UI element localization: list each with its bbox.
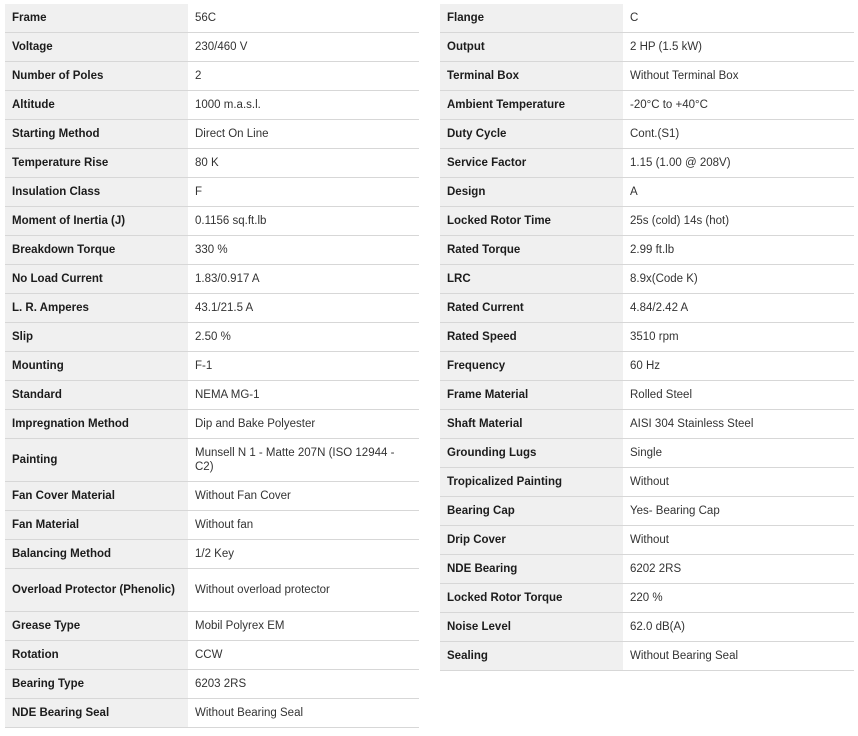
spec-row [440, 149, 854, 178]
spec-row [5, 482, 419, 511]
spec-value: 6202 2RS [623, 555, 854, 584]
spec-row [440, 33, 854, 62]
spec-value: Without Fan Cover [188, 482, 419, 511]
spec-label: Mounting [5, 352, 188, 381]
spec-label: Duty Cycle [440, 120, 623, 149]
spec-label: Fan Material [5, 511, 188, 540]
spec-label: Rated Speed [440, 323, 623, 352]
spec-value: 4.84/2.42 A [623, 294, 854, 323]
spec-row [5, 381, 419, 410]
spec-label: Frequency [440, 352, 623, 381]
spec-value: CCW [188, 641, 419, 670]
spec-row [5, 4, 419, 33]
spec-label: Insulation Class [5, 178, 188, 207]
spec-label: Terminal Box [440, 62, 623, 91]
spec-label: Tropicalized Painting [440, 468, 623, 497]
spec-row [5, 207, 419, 236]
spec-value: AISI 304 Stainless Steel [623, 410, 854, 439]
spec-label: Grease Type [5, 612, 188, 641]
spec-row [440, 439, 854, 468]
spec-row [440, 91, 854, 120]
spec-label: Temperature Rise [5, 149, 188, 178]
spec-row [440, 294, 854, 323]
spec-label: Flange [440, 4, 623, 33]
spec-row [440, 352, 854, 381]
spec-value: Yes- Bearing Cap [623, 497, 854, 526]
spec-value: 60 Hz [623, 352, 854, 381]
spec-label: Service Factor [440, 149, 623, 178]
spec-row [5, 294, 419, 323]
specifications-table-right-body [440, 4, 854, 671]
spec-value: Without Bearing Seal [623, 642, 854, 671]
spec-row [440, 265, 854, 294]
spec-value: 0.1156 sq.ft.lb [188, 207, 419, 236]
spec-row [5, 699, 419, 728]
spec-row [5, 612, 419, 641]
spec-value: 1/2 Key [188, 540, 419, 569]
spec-row [5, 410, 419, 439]
spec-value: 25s (cold) 14s (hot) [623, 207, 854, 236]
spec-value: C [623, 4, 854, 33]
spec-label: Bearing Type [5, 670, 188, 699]
spec-value: Rolled Steel [623, 381, 854, 410]
spec-row [440, 642, 854, 671]
spec-value: A [623, 178, 854, 207]
spec-row [5, 569, 419, 612]
spec-row [5, 33, 419, 62]
spec-value: Without Bearing Seal [188, 699, 419, 728]
spec-value: Cont.(S1) [623, 120, 854, 149]
spec-label: NDE Bearing [440, 555, 623, 584]
spec-row [440, 323, 854, 352]
spec-value: 1000 m.a.s.l. [188, 91, 419, 120]
spec-row [5, 511, 419, 540]
spec-value: 56C [188, 4, 419, 33]
spec-label: Output [440, 33, 623, 62]
spec-row [440, 4, 854, 33]
spec-value: F-1 [188, 352, 419, 381]
spec-label: Sealing [440, 642, 623, 671]
spec-label: Shaft Material [440, 410, 623, 439]
spec-row [440, 410, 854, 439]
spec-label: Drip Cover [440, 526, 623, 555]
spec-row [440, 526, 854, 555]
spec-label: Locked Rotor Time [440, 207, 623, 236]
spec-label: Number of Poles [5, 62, 188, 91]
spec-label: Painting [5, 439, 188, 482]
spec-row [5, 540, 419, 569]
spec-value: 2 HP (1.5 kW) [623, 33, 854, 62]
spec-row [440, 555, 854, 584]
spec-label: Slip [5, 323, 188, 352]
spec-row [440, 207, 854, 236]
spec-row [440, 497, 854, 526]
spec-value: F [188, 178, 419, 207]
spec-value: 62.0 dB(A) [623, 613, 854, 642]
spec-value: -20°C to +40°C [623, 91, 854, 120]
spec-label: L. R. Amperes [5, 294, 188, 323]
spec-label: Voltage [5, 33, 188, 62]
spec-row [5, 178, 419, 207]
spec-value: 2.50 % [188, 323, 419, 352]
spec-row [5, 62, 419, 91]
spec-row [440, 62, 854, 91]
spec-value: Single [623, 439, 854, 468]
spec-value: Without Terminal Box [623, 62, 854, 91]
spec-value: 43.1/21.5 A [188, 294, 419, 323]
spec-label: Frame [5, 4, 188, 33]
spec-label: Rated Current [440, 294, 623, 323]
spec-label: Standard [5, 381, 188, 410]
spec-value: Without [623, 468, 854, 497]
spec-value: 2 [188, 62, 419, 91]
spec-value: 80 K [188, 149, 419, 178]
spec-row [440, 584, 854, 613]
spec-label: Breakdown Torque [5, 236, 188, 265]
spec-row [440, 381, 854, 410]
spec-value: 1.15 (1.00 @ 208V) [623, 149, 854, 178]
spec-row [5, 352, 419, 381]
spec-value: 330 % [188, 236, 419, 265]
spec-value: NEMA MG-1 [188, 381, 419, 410]
spec-value: 1.83/0.917 A [188, 265, 419, 294]
spec-value: Direct On Line [188, 120, 419, 149]
spec-value: Munsell N 1 - Matte 207N (ISO 12944 - C2) [188, 439, 419, 482]
spec-label: Altitude [5, 91, 188, 120]
spec-row [440, 613, 854, 642]
spec-label: Design [440, 178, 623, 207]
spec-label: Noise Level [440, 613, 623, 642]
specifications-table-right [440, 4, 854, 671]
spec-row [5, 265, 419, 294]
spec-label: Ambient Temperature [440, 91, 623, 120]
spec-label: Overload Protector (Phenolic) [5, 569, 188, 612]
spec-row [440, 236, 854, 265]
spec-row [5, 323, 419, 352]
spec-label: Fan Cover Material [5, 482, 188, 511]
spec-row [440, 178, 854, 207]
spec-row [5, 439, 419, 482]
spec-row [5, 236, 419, 265]
spec-row [5, 641, 419, 670]
spec-value: 220 % [623, 584, 854, 613]
spec-value: 3510 rpm [623, 323, 854, 352]
spec-value: 8.9x(Code K) [623, 265, 854, 294]
spec-label: Moment of Inertia (J) [5, 207, 188, 236]
spec-label: NDE Bearing Seal [5, 699, 188, 728]
spec-label: Starting Method [5, 120, 188, 149]
spec-row [5, 91, 419, 120]
spec-label: LRC [440, 265, 623, 294]
spec-label: Rotation [5, 641, 188, 670]
spec-value: Without [623, 526, 854, 555]
spec-value: Mobil Polyrex EM [188, 612, 419, 641]
specifications-table-left-body [5, 4, 419, 728]
spec-label: Grounding Lugs [440, 439, 623, 468]
specifications-table-left [5, 4, 419, 728]
spec-value: 230/460 V [188, 33, 419, 62]
spec-row [5, 670, 419, 699]
spec-label: Frame Material [440, 381, 623, 410]
spec-label: No Load Current [5, 265, 188, 294]
spec-value: Without fan [188, 511, 419, 540]
spec-label: Rated Torque [440, 236, 623, 265]
spec-label: Impregnation Method [5, 410, 188, 439]
spec-value: Without overload protector [188, 569, 419, 612]
spec-value: Dip and Bake Polyester [188, 410, 419, 439]
spec-label: Locked Rotor Torque [440, 584, 623, 613]
spec-label: Balancing Method [5, 540, 188, 569]
spec-value: 6203 2RS [188, 670, 419, 699]
spec-label: Bearing Cap [440, 497, 623, 526]
spec-row [440, 468, 854, 497]
spec-row [440, 120, 854, 149]
spec-row [5, 149, 419, 178]
spec-row [5, 120, 419, 149]
spec-value: 2.99 ft.lb [623, 236, 854, 265]
